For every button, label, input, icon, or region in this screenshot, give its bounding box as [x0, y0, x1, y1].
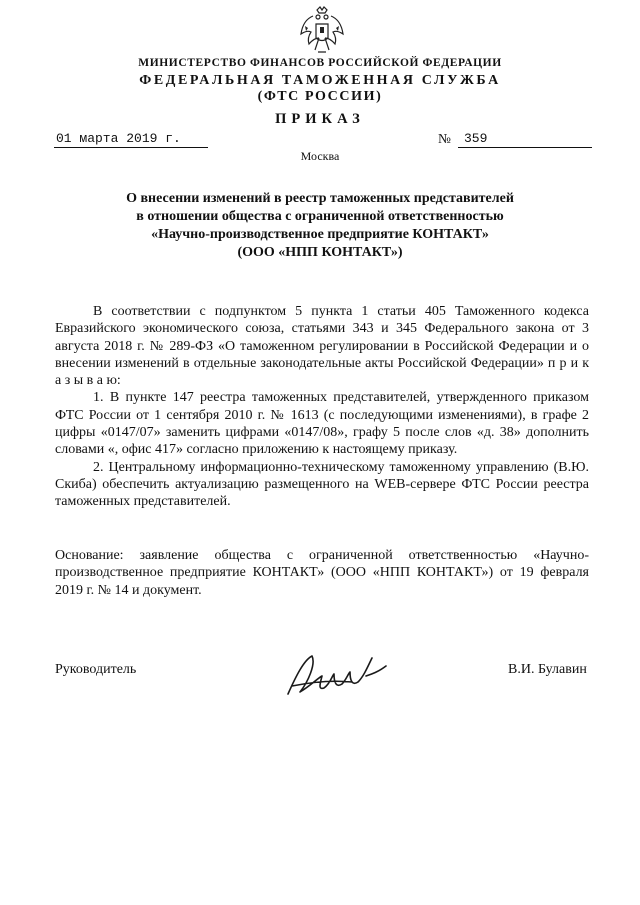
number-underline: [458, 147, 592, 148]
title-line: О внесении изменений в реестр таможенных представителей: [126, 191, 514, 206]
ministry-name: МИНИСТЕРСТВО ФИНАНСОВ РОССИЙСКОЙ ФЕДЕРАЦИИ: [138, 57, 502, 69]
date-underline: [54, 147, 208, 148]
intro-paragraph: В соответствии с подпунктом 5 пункта 1 статьи 405 Таможенного кодекса Евразийского экономического союза, статьями 343 и 345 Федерального закона от 3 августа 2018 г. № 289-ФЗ «О таможенном регулировании в Российской Федерации и о внесении изменений в отдельные законодательные акты Российской Федерации» п р и к а з ы в а ю:: [55, 304, 589, 389]
city: Москва: [300, 149, 340, 163]
order-title: [60, 190, 580, 262]
order-body: [55, 303, 589, 511]
service-name: ФЕДЕРАЛЬНАЯ ТАМОЖЕННАЯ СЛУЖБА: [139, 73, 501, 88]
title-line: в отношении общества с ограниченной ответственностью: [136, 209, 504, 224]
order-date: 01 марта 2019 г.: [56, 131, 181, 146]
order-number-label: №: [438, 131, 451, 146]
title-line: (ООО «НПП КОНТАКТ»): [237, 245, 403, 260]
basis-paragraph: Основание: заявление общества с ограниченной ответственностью «Научно-производственное предприятие КОНТАКТ» (ООО «НПП КОНТАКТ») от 19 февраля 2019 г. № 14 и документ.: [55, 548, 589, 598]
title-line: «Научно-производственное предприятие КОНТАКТ»: [151, 227, 489, 242]
service-short-name: (ФТС РОССИИ): [257, 89, 383, 104]
order-number: 359: [464, 131, 488, 146]
handwritten-signature: [282, 646, 392, 706]
item-1-paragraph: 1. В пункте 147 реестра таможенных представителей, утвержденного приказом ФТС России от 1 сентября 2010 г. № 1613 (с последующими изменениями), в графе 2 цифры «0147/07» заменить цифрами «0147/08», графу 5 после слов «д. 38» дополнить словами «, офис 417» согласно приложению к настоящему приказу.: [55, 390, 589, 458]
document-type: ПРИКАЗ: [275, 111, 365, 127]
signatory-role: Руководитель: [55, 662, 137, 677]
coat-of-arms-icon: [299, 6, 345, 56]
item-2-paragraph: 2. Центральному информационно-техническому таможенному управлению (В.Ю. Скиба) обеспечить актуализацию размещенного на WEB-сервере ФТС России реестра таможенных представителей.: [55, 459, 589, 510]
signatory-name: В.И. Булавин: [508, 662, 587, 677]
